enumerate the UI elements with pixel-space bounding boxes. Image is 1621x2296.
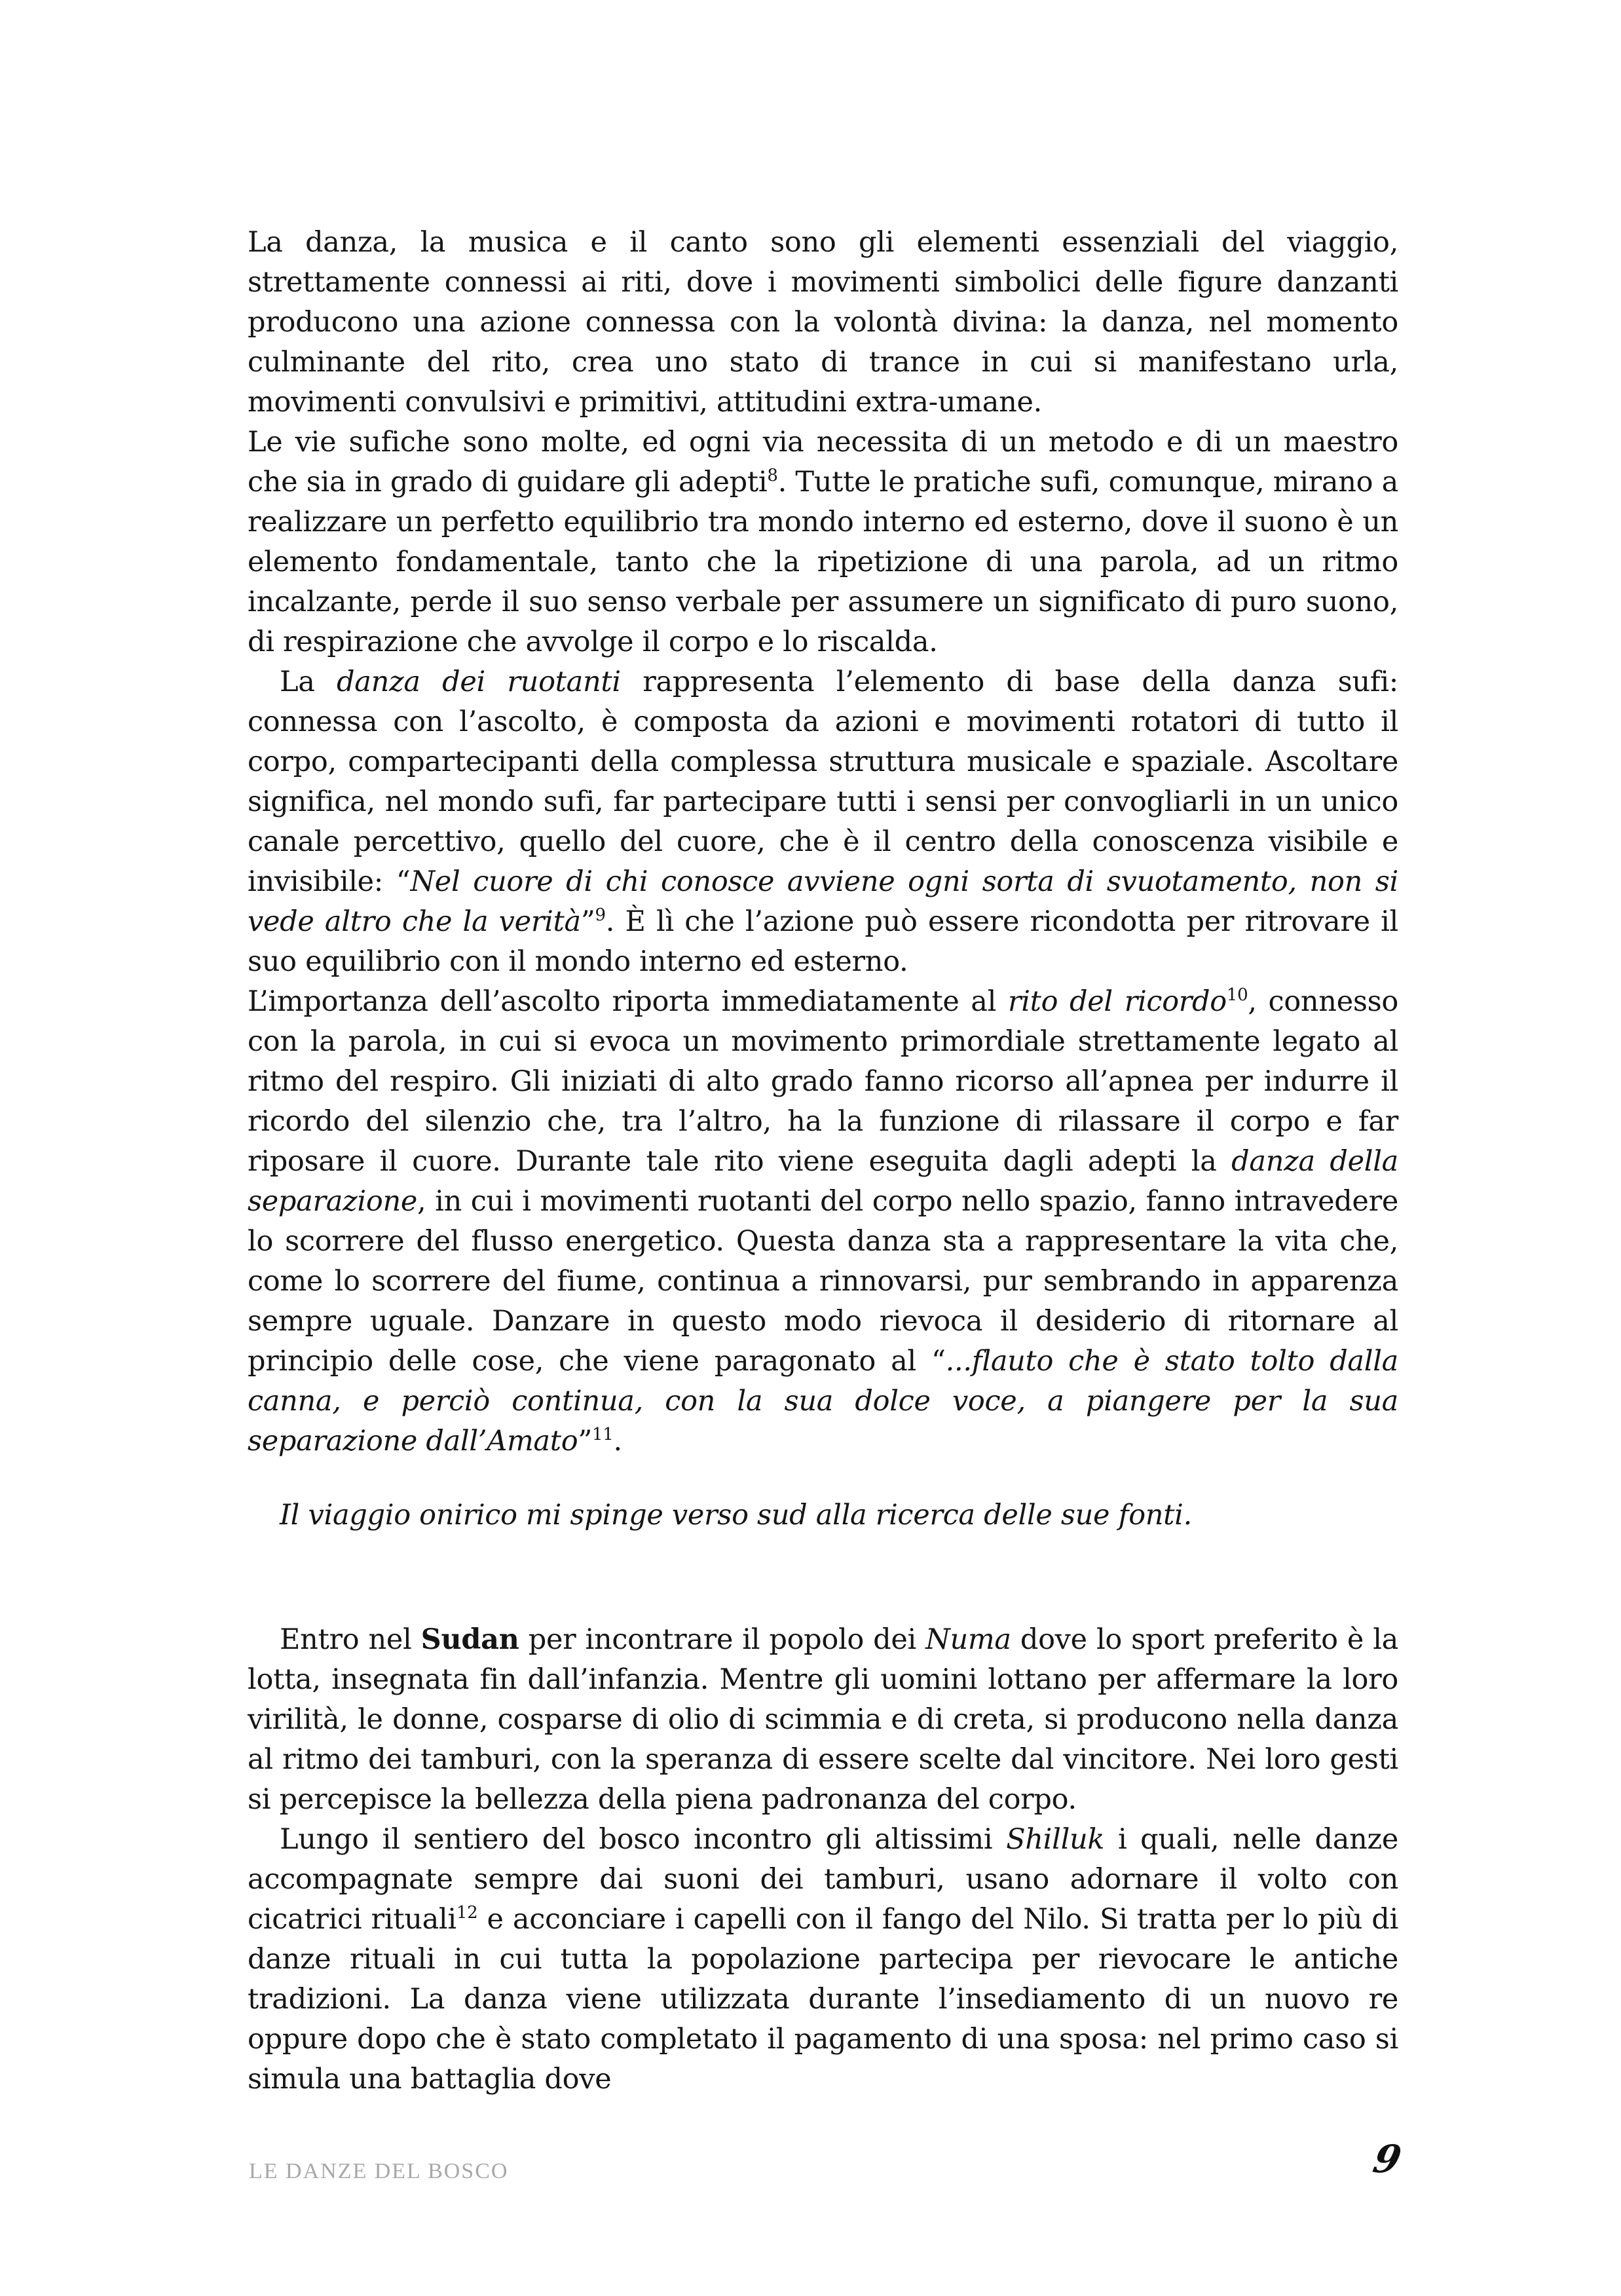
footnote-reference: 11 — [592, 1425, 614, 1444]
paragraph: La danza dei ruotanti rappresenta l’elemento di base della danza sufi: connessa con l’ascolto, è composta da azioni e movimenti rotatori di tutto il corpo, compartecipanti della complessa struttura musicale e spaziale. Ascoltare significa, nel mondo sufi, far partecipare tutti i sensi per convogliarli in un unico canale percettivo, quello del cuore, che è il centro della conoscenza visibile e invisibile: “Nel cuore di chi conosce avviene ogni sorta di svuotamento, non si vede altro che la verità”$^9$. È lì che l’azione può essere ricondotta per ritrovare il suo equilibrio con il mondo interno ed esterno. — [248, 666, 1399, 978]
footnote-reference: 9 — [595, 905, 606, 925]
body-text-block — [248, 223, 1398, 1461]
italic-phrase: Numa — [925, 1623, 1011, 1656]
paragraph: Entro nel Sudan per incontrare il popolo dei Numa dove lo sport preferito è la lotta, insegnata fin dall’infanzia. Mentre gli uomini lottano per affermare la loro virilità, le donne, cosparse di olio di scimmia e di creta, si producono nella danza al ritmo dei tamburi, con la speranza di essere scelte dal vincitore. Nei loro gesti si percepisce la bellezza della piena padronanza del corpo. — [248, 1623, 1399, 1816]
footnote-reference: 12 — [456, 1903, 478, 1923]
paragraph: L’importanza dell’ascolto riporta immediatamente al rito del ricordo$^{10}$, connesso con la parola, in cui si evoca un movimento primordiale strettamente legato al ritmo del respiro. Gli iniziati di alto grado fanno ricorso all’apnea per indurre il ricordo del silenzio che, tra l’altro, ha la funzione di rilassare il corpo e far riposare il cuore. Durante tale rito viene eseguita dagli adepti la danza della separazione, in cui i movimenti ruotanti del corpo nello spazio, fanno intravedere lo scorrere del flusso energetico. Questa danza sta a rappresentare la vita che, come lo scorrere del fiume, continua a rinnovarsi, pur sembrando in apparenza sempre uguale. Danzare in questo modo rievoca il desiderio di ritornare al principio delle cose, che viene paragonato al “...flauto che è stato tolto dalla canna, e perciò continua, con la sua dolce voce, a piangere per la sua separazione dall’Amato”$^{11}$. — [248, 985, 1399, 1458]
paragraph: La danza, la musica e il canto sono gli elementi essenziali del viaggio, strettamente connessi ai riti, dove i movimenti simbolici delle figure danzanti producono una azione connessa con la volontà divina: la danza, nel momento culminante del rito, crea uno stato di trance in cui si manifestano urla, movimenti convulsivi e primitivi, attitudini extra-umane. — [248, 226, 1398, 419]
footnote-reference: 10 — [1226, 985, 1248, 1005]
running-footer-title: LE DANZE DEL BOSCO — [249, 2159, 509, 2183]
footnote-reference: 8 — [767, 466, 778, 485]
page-number: 9 — [1369, 2137, 1406, 2181]
interlude-line: Il viaggio onirico mi spinge verso sud alla ricerca delle sue fonti. — [280, 1499, 1192, 1532]
interlude-block — [248, 1496, 1398, 1535]
italic-phrase: Shilluk — [1006, 1823, 1105, 1856]
italic-phrase: danza della separazione — [248, 1145, 1398, 1218]
body-text-block — [248, 1620, 1398, 2099]
paragraph: Lungo il sentiero del bosco incontro gli altissimi Shilluk i quali, nelle danze accompagnate sempre dai suoni dei tamburi, usano adornare il volto con cicatrici rituali$^{12}$ e acconciare i capelli con il fango del Nilo. Si tratta per lo più di danze rituali in cui tutta la popolazione partecipa per rievocare le antiche tradizioni. La danza viene utilizzata durante l’insediamento di un nuovo re oppure dopo che è stato completato il pagamento di una sposa: nel primo caso si simula una battaglia dove — [248, 1823, 1398, 2096]
italic-phrase: danza dei ruotanti — [337, 666, 621, 698]
bold-phrase: Sudan — [420, 1623, 519, 1656]
italic-phrase: rito del ricordo — [1007, 985, 1227, 1018]
paragraph: Le vie sufiche sono molte, ed ogni via necessita di un metodo e di un maestro che sia in grado di guidare gli adepti$^8$. Tutte le pratiche sufi, comunque, mirano a realizzare un perfetto equilibrio tra mondo interno ed esterno, dove il suono è un elemento fondamentale, tanto che la ripetizione di una parola, ad un ritmo incalzante, perde il suo senso verbale per assumere un significato di puro suono, di respirazione che avvolge il corpo e lo riscalda. — [248, 426, 1398, 658]
italic-phrase: Nel cuore di chi conosce avviene ogni sorta di svuotamento, non si vede altro che la verità — [248, 865, 1399, 938]
italic-phrase: ...flauto che è stato tolto dalla canna, e perciò continua, con la sua dolce voce, a piangere per la sua separazione dall’Amato — [248, 1345, 1399, 1458]
